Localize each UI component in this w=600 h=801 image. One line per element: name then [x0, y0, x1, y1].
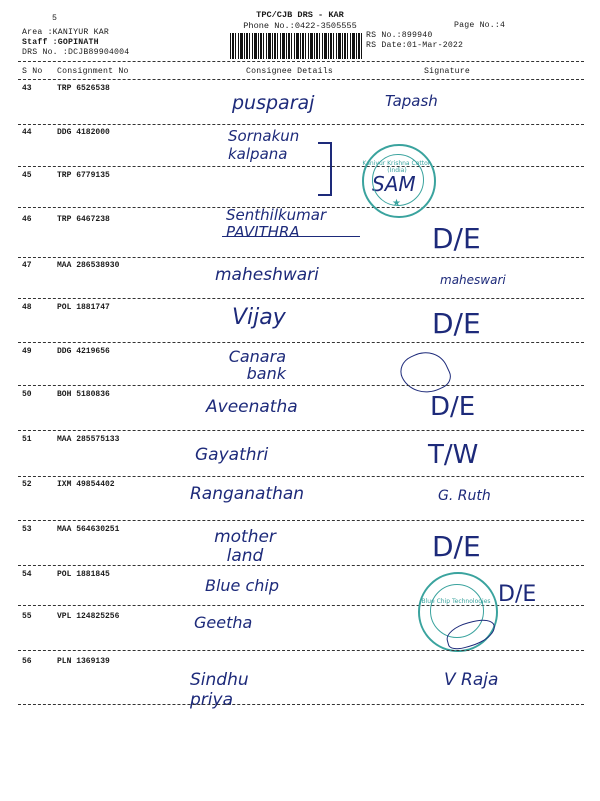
signature-handwriting: Tapash	[385, 92, 438, 110]
row-number: 46	[22, 215, 32, 224]
rs-number: RS No.:899940	[366, 31, 433, 40]
row-number: 56	[22, 657, 32, 666]
stamp-label-cotton: Kaniyur Krishna Cotton (India)	[362, 160, 432, 174]
stray-mark: 5	[52, 14, 58, 23]
consignee-handwriting: Sindhu priya	[190, 670, 249, 710]
consignee-handwriting: Aveenatha	[206, 397, 298, 417]
row-number: 43	[22, 84, 32, 93]
row-rule	[18, 257, 584, 258]
row-rule	[18, 650, 584, 651]
col-consignee: Consignee Details	[246, 67, 333, 76]
signature-handwriting: D/E	[430, 392, 476, 422]
signature-handwriting: maheswari	[440, 273, 506, 287]
consignee-handwriting: Blue chip	[204, 576, 280, 595]
consignment-number: TRP 6779135	[57, 171, 110, 180]
consignment-number: POL 1881747	[57, 303, 110, 312]
signature-handwriting: D/E	[432, 307, 481, 340]
row-rule	[18, 520, 584, 521]
row-rule	[18, 124, 584, 125]
drs-number: DRS No. :DCJB89904004	[22, 48, 130, 57]
columns-rule	[18, 79, 584, 80]
row-number: 45	[22, 171, 32, 180]
stamp-label-bluechip: Blue Chip Technologies	[421, 598, 491, 605]
row-number: 50	[22, 390, 32, 399]
signature-handwriting: T/W	[428, 440, 479, 470]
row-number: 54	[22, 570, 32, 579]
consignee-handwriting: Canara bank	[228, 347, 286, 383]
rs-date: RS Date:01-Mar-2022	[366, 41, 464, 50]
barcode	[230, 33, 362, 59]
consignee-handwriting: Senthilkumar PAVITHRA	[226, 206, 327, 241]
bracket-mark	[318, 142, 332, 196]
consignee-handwriting: Geetha	[194, 613, 253, 632]
consignee-handwriting: Ranganathan	[190, 484, 305, 504]
row-rule	[18, 166, 584, 167]
signature-handwriting: SAM	[372, 172, 416, 196]
row-rule	[18, 385, 584, 386]
row-rule	[18, 565, 584, 566]
consignment-number: DDG 4219656	[57, 347, 110, 356]
col-sno: S No	[22, 67, 43, 76]
col-signature: Signature	[424, 67, 471, 76]
consignment-number: IXM 49854402	[57, 480, 115, 489]
header-rule	[18, 61, 584, 62]
consignment-number: MAA 286538930	[57, 261, 120, 270]
staff-label: Staff :GOPINATH	[22, 38, 99, 47]
row-number: 51	[22, 435, 32, 444]
strike-line	[222, 236, 360, 237]
consignment-number: VPL 124825256	[57, 612, 120, 621]
row-number: 52	[22, 480, 32, 489]
row-rule	[18, 342, 584, 343]
consignment-number: MAA 564630251	[57, 525, 120, 534]
row-number: 53	[22, 525, 32, 534]
consignment-number: BOH 5180836	[57, 390, 110, 399]
consignee-handwriting: Vijay	[232, 305, 286, 330]
consignment-number: PLN 1369139	[57, 657, 110, 666]
signature-handwriting: V Raja	[444, 670, 499, 690]
consignee-handwriting: pusparaj	[232, 92, 315, 114]
consignment-number: DDG 4182000	[57, 128, 110, 137]
signature-handwriting: D/E	[498, 582, 537, 607]
row-rule	[18, 704, 584, 705]
row-number: 44	[22, 128, 32, 137]
consignee-handwriting: mother land	[214, 527, 276, 566]
row-rule	[18, 476, 584, 477]
row-rule	[18, 605, 584, 606]
col-consignment: Consignment No	[57, 67, 129, 76]
signature-handwriting: D/E	[432, 530, 481, 563]
consignment-number: TRP 6526538	[57, 84, 110, 93]
row-number: 47	[22, 261, 32, 270]
row-number: 55	[22, 612, 32, 621]
sheet-title: TPC/CJB DRS - KAR	[256, 10, 344, 20]
row-rule	[18, 430, 584, 431]
consignment-number: MAA 285575133	[57, 435, 120, 444]
consignee-handwriting: Gayathri	[195, 445, 269, 465]
phone-number: Phone No.:0422-3505555	[243, 21, 357, 31]
signature-handwriting: G. Ruth	[438, 488, 491, 504]
consignee-handwriting: maheshwari	[215, 265, 319, 285]
row-number: 49	[22, 347, 32, 356]
star-icon: ★	[392, 198, 401, 209]
row-rule	[18, 298, 584, 299]
consignment-number: POL 1881845	[57, 570, 110, 579]
signature-handwriting: D/E	[432, 222, 481, 255]
consignee-handwriting: Sornakun kalpana	[228, 127, 300, 163]
row-number: 48	[22, 303, 32, 312]
area-label: Area :KANIYUR KAR	[22, 28, 109, 37]
consignment-number: TRP 6467238	[57, 215, 110, 224]
page-number: Page No.:4	[454, 21, 506, 30]
